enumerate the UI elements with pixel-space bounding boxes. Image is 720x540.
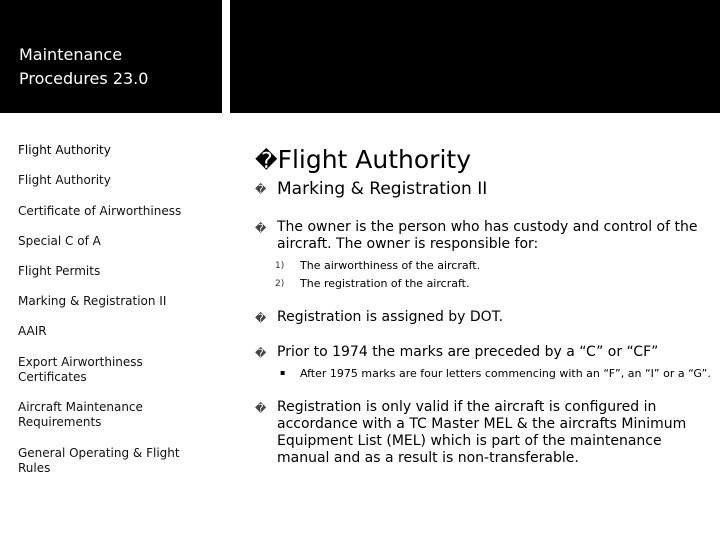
header-right-panel [230,0,720,113]
validity-paragraph: Registration is only valid if the aircraft is configured in accordance with a TC Master MEL & the aircrafts Minimum Equipment List (MEL) which is part of the maintenance manual and as a result is non-transferable. [277,399,687,466]
slide-title-text: Flight Authority [277,145,472,174]
sidebar-item-marking-registration[interactable]: Marking & Registration II [18,294,167,308]
list-number: 1) [275,261,285,271]
sidebar-item-export-airworthiness[interactable]: Export Airworthiness Certificates [18,355,143,384]
sidebar-item-flight-authority-2[interactable]: Flight Authority [18,173,111,187]
sidebar-item-aair[interactable]: AAIR [18,324,47,338]
bullet-icon: � [255,312,267,325]
responsibility-item: The registration of the aircraft. [300,277,470,290]
registration-paragraph: Registration is assigned by DOT. [277,309,504,325]
header-left-panel [0,0,222,113]
sidebar-item-flight-authority-1[interactable]: Flight Authority [18,143,111,157]
responsibility-item: The airworthiness of the aircraft. [300,259,481,272]
bullet-icon: � [255,183,267,196]
presentation-title [19,43,148,91]
title-bullet-icon: � [255,149,278,174]
sidebar-item-aircraft-maintenance[interactable]: Aircraft Maintenance Requirements [18,400,143,429]
sidebar-item-general-operating[interactable]: General Operating & Flight Rules [18,446,180,475]
square-bullet-icon: ▪ [280,368,286,377]
slide-subtitle: Marking & Registration II [277,179,488,199]
bullet-icon: � [255,347,267,360]
list-number: 2) [275,279,285,289]
sidebar-item-special-c-of-a[interactable]: Special C of A [18,234,101,248]
sidebar-item-certificate-airworthiness[interactable]: Certificate of Airworthiness [18,204,182,218]
bullet-icon: � [255,222,267,235]
prior-1974-paragraph: Prior to 1974 the marks are preceded by a “C” or “CF” [277,344,659,360]
bullet-icon: � [255,402,267,415]
slide-title [255,145,471,177]
after-1975-note: After 1975 marks are four letters commencing with an “F”, an “I” or a “G”. [300,367,711,380]
title-line-2: Procedures 23.0 [19,69,149,88]
sidebar-item-flight-permits[interactable]: Flight Permits [18,264,101,278]
owner-paragraph: The owner is the person who has custody and control of the aircraft. The owner is responsible for: [277,219,698,252]
title-line-1: Maintenance [19,45,123,64]
